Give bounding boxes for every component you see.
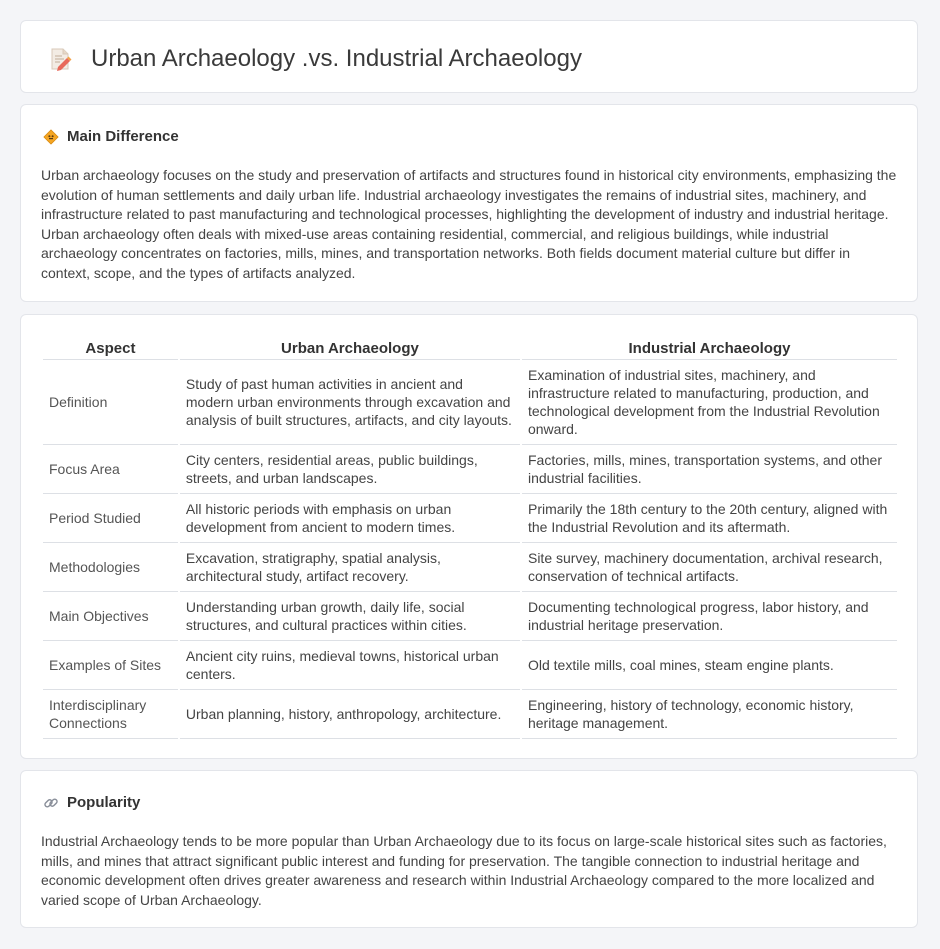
table-row	[43, 592, 897, 641]
popularity-card	[20, 770, 918, 928]
column-header-aspect: Aspect	[43, 335, 178, 360]
title-card	[20, 20, 918, 93]
link-icon	[43, 795, 59, 811]
comparison-card	[20, 314, 918, 759]
table-row	[43, 641, 897, 690]
table-row	[43, 690, 897, 739]
table-row	[43, 445, 897, 494]
document-pencil-icon	[47, 46, 73, 72]
column-header-industrial: Industrial Archaeology	[522, 335, 897, 360]
row-urban: Study of past human activities in ancient and modern urban environments through excavation and analysis of built structures, artifacts, and city layouts.	[180, 360, 520, 445]
row-urban: Ancient city ruins, medieval towns, historical urban centers.	[180, 641, 520, 690]
row-urban: City centers, residential areas, public buildings, streets, and urban landscapes.	[180, 445, 520, 494]
main-difference-heading: Main Difference	[67, 128, 179, 145]
diamond-sign-icon	[43, 129, 59, 145]
row-industrial: Examination of industrial sites, machinery, and infrastructure related to manufacturing, production, and technological development from the Industrial Revolution onward.	[522, 360, 897, 445]
popularity-text: Industrial Archaeology tends to be more popular than Urban Archaeology due to its focus on large-scale historical sites such as factories, mills, and mines that attract significant public interest and funding for preservation. The tangible connection to industrial heritage and economic development often drives greater awareness and research within Industrial Archaeology compared to the more localized and varied scope of Urban Archaeology.	[41, 833, 887, 908]
title-row	[47, 45, 582, 73]
row-aspect: Interdisciplinary Connections	[43, 690, 178, 739]
row-industrial: Factories, mills, mines, transportation systems, and other industrial facilities.	[522, 445, 897, 494]
table-row	[43, 543, 897, 592]
row-aspect: Methodologies	[43, 543, 178, 592]
table-row	[43, 494, 897, 543]
row-industrial: Site survey, machinery documentation, archival research, conservation of technical artifacts.	[522, 543, 897, 592]
main-difference-card	[20, 104, 918, 302]
popularity-header	[43, 794, 140, 811]
row-aspect: Focus Area	[43, 445, 178, 494]
table-row	[43, 360, 897, 445]
row-urban: Excavation, stratigraphy, spatial analysis, architectural study, artifact recovery.	[180, 543, 520, 592]
column-header-urban: Urban Archaeology	[180, 335, 520, 360]
row-aspect: Definition	[43, 360, 178, 445]
row-aspect: Period Studied	[43, 494, 178, 543]
main-difference-header	[43, 128, 179, 145]
row-industrial: Documenting technological progress, labor history, and industrial heritage preservation.	[522, 592, 897, 641]
page-title: Urban Archaeology .vs. Industrial Archaeology	[91, 45, 582, 72]
row-aspect: Main Objectives	[43, 592, 178, 641]
row-aspect: Examples of Sites	[43, 641, 178, 690]
row-industrial: Engineering, history of technology, economic history, heritage management.	[522, 690, 897, 739]
table-header-row	[43, 335, 897, 360]
popularity-heading: Popularity	[67, 794, 141, 811]
row-urban: Urban planning, history, anthropology, architecture.	[180, 690, 520, 739]
comparison-table	[41, 335, 899, 739]
row-urban: All historic periods with emphasis on urban development from ancient to modern times.	[180, 494, 520, 543]
row-industrial: Primarily the 18th century to the 20th century, aligned with the Industrial Revolution and its aftermath.	[522, 494, 897, 543]
main-difference-text: Urban archaeology focuses on the study and preservation of artifacts and structures found in historical city environments, emphasizing the evolution of human settlements and daily urban life. Industrial archaeology investigates the remains of industrial sites, machinery, and infrastructure related to past manufacturing and technological processes, highlighting the development of industry and industrial heritage. Urban archaeology often deals with mixed-use areas containing residential, commercial, and religious buildings, while industrial archaeology concentrates on factories, mills, mines, and transportation networks. Both fields document material culture but differ in context, scope, and the types of artifacts analyzed.	[41, 167, 897, 281]
row-urban: Understanding urban growth, daily life, social structures, and cultural practices within cities.	[180, 592, 520, 641]
row-industrial: Old textile mills, coal mines, steam engine plants.	[522, 641, 897, 690]
